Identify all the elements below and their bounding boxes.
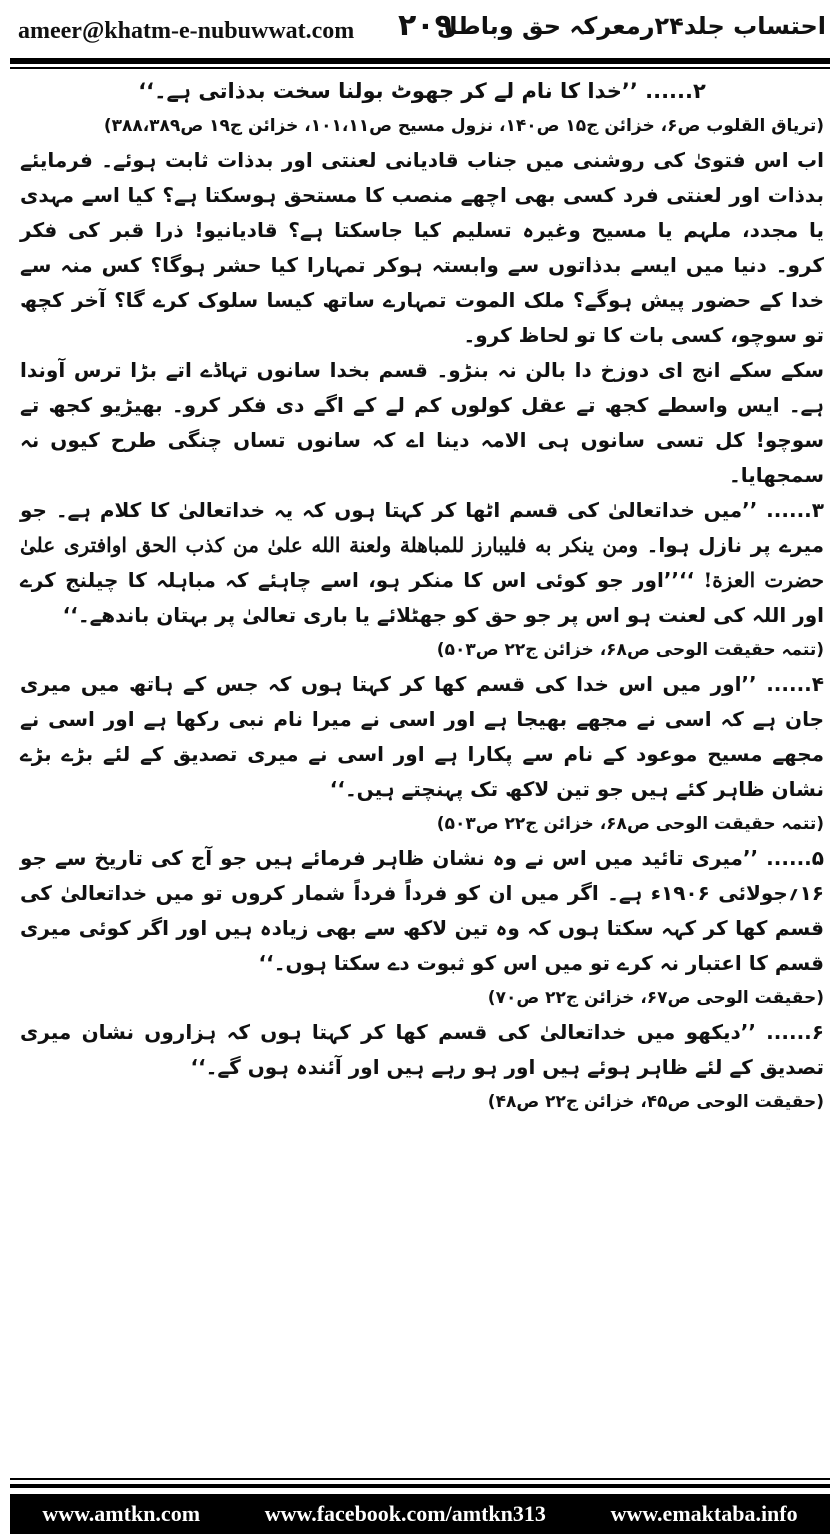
footer-rule-thin [10,1478,830,1480]
reference-5: (حقیقت الوحی ص۴۵، خزائن ج۲۲ ص۴۸) [487,1092,824,1112]
quote-6: ۶...... ’’دیکھو میں خداتعالیٰ کی قسم کھا کر کہتا ہوں کہ ہزاروں نشان میری تصدیق کے لئے ظاہر ہوئے ہیں اور ہو رہے ہیں اور آئندہ ہوں گے۔‘‘ [20,1020,824,1079]
page-footer [10,1494,830,1534]
footer-link-facebook[interactable]: www.facebook.com/amtkn313 [264,1501,546,1526]
quote-3-arabic: ومن ینکر به فلیبارز للمباهلة ولعنة الله علیٰ من کذب الحق اوافتری علیٰ حضرت العزة! [20,533,825,592]
paragraph-punjabi: سکے سکے انج ای دوزخ دا بالن نہ بنڑو۔ قسم بخدا سانوں تہاڈے اتے بڑا ترس آوندا ہے۔ ایس واسطے کجھ تے عقل کولوں کم لے کے اگے دی فکر کرو۔ بھیڑیو کجھ تے سوچو! کل تسی سانوں ہی الامہ دینا اے کہ سانوں تساں چنگی طرح کیوں نہ سمجھایا۔ [20,358,824,487]
page-header [18,8,826,52]
quote-5: ۵...... ’’میری تائید میں اس نے وہ نشان ظاہر فرمائے ہیں جو آج کی تاریخ سے جو ۱۶؍جولائی ۱۹۰۶ء ہے۔ اگر میں ان کو فرداً فرداً شمار کروں تو میں خداتعالیٰ کی قسم کھا کر کہہ سکتا ہوں کہ وہ تین لاکھ سے بھی زیادہ ہیں اور اگر کوئی میری قسم کا اعتبار نہ کرے تو میں اس کو ثبوت دے سکتا ہوں۔‘‘ [20,846,824,975]
page-number: ۲۰۹ [398,8,453,43]
header-email[interactable]: ameer@khatm-e-nubuwwat.com [18,18,355,44]
page-body [20,74,824,1470]
quote-4: ۴...... ’’اور میں اس خدا کی قسم کھا کر کہتا ہوں کہ جس کے ہاتھ میں میری جان ہے کہ اسی نے مجھے بھیجا ہے اور اسی نے میرا نام نبی رکھا ہے اور اسی نے مجھے مسیح موعود کے نام سے پکارا ہے اور اسی نے میری تصدیق کے لئے بڑے بڑے نشان ظاہر کئے ہیں جو تین لاکھ تک پہنچتے ہیں۔‘‘ [20,672,824,801]
reference-4: (حقیقت الوحی ص۶۷، خزائن ج۲۲ ص۷۰) [487,988,824,1008]
quote-3 [20,493,824,633]
quote-3-intro: ۳...... ’’میں خداتعالیٰ کی قسم اٹھا کر کہتا ہوں کہ یہ خداتعالیٰ کا کلام ہے۔ جو میرے پر نازل ہوا۔ [20,498,824,557]
quote-2: ۲...... ’’خدا کا نام لے کر جھوٹ بولنا سخت بدذاتی ہے۔‘‘ [138,79,706,103]
header-rule-thin [10,67,830,69]
quote-3-rest: ‘‘’’اور جو کوئی اس کا منکر ہو، اسے چاہئے کہ مباہلہ کا چیلنج کرے اور اللہ کی لعنت ہو اس پر جو حق کو جھٹلائے یا باری تعالیٰ پر بہتان باندھے۔‘‘ [20,568,824,627]
paragraph-commentary: اب اس فتویٰ کی روشنی میں جناب قادیانی لعنتی اور بدذات ثابت ہوئے۔ فرمایئے بدذات اور لعنتی فرد کسی بھی اچھے منصب کا مستحق ہوسکتا ہے؟ کیا اسے مہدی یا مجدد، ملہم یا مسیح وغیرہ تسلیم کیا جاسکتا ہے؟ قادیانیو! ذرا قبر کی فکر کرو۔ دنیا میں ایسے بدذاتوں سے وابستہ ہوکر تمہارا کیا حشر ہوگا؟ کس منہ سے خدا کے حضور پیش ہوگے؟ ملک الموت تمہارے ساتھ کیسا سلوک کرے گا؟ آخر کچھ تو سوچو، کسی بات کا تو لحاظ کرو۔ [20,148,824,347]
reference-3: (تتمہ حقیقت الوحی ص۶۸، خزائن ج۲۲ ص۵۰۳) [436,814,824,834]
footer-link-emaktaba[interactable]: www.emaktaba.info [610,1501,798,1526]
reference-2: (تتمہ حقیقت الوحی ص۶۸، خزائن ج۲۲ ص۵۰۳) [436,640,824,660]
book-title: احتساب جلد۲۴رمعرکہ حق وباطل [436,12,826,40]
footer-link-amtkn[interactable]: www.amtkn.com [42,1501,201,1526]
reference-1: (تریاق القلوب ص۶، خزائن ج۱۵ ص۱۴۰، نزول مسیح ص۱۰۱،۱۱، خزائن ج۱۹ ص۳۸۸،۳۸۹) [103,116,824,136]
header-rule-thick [10,58,830,64]
footer-rule-thick [10,1484,830,1488]
